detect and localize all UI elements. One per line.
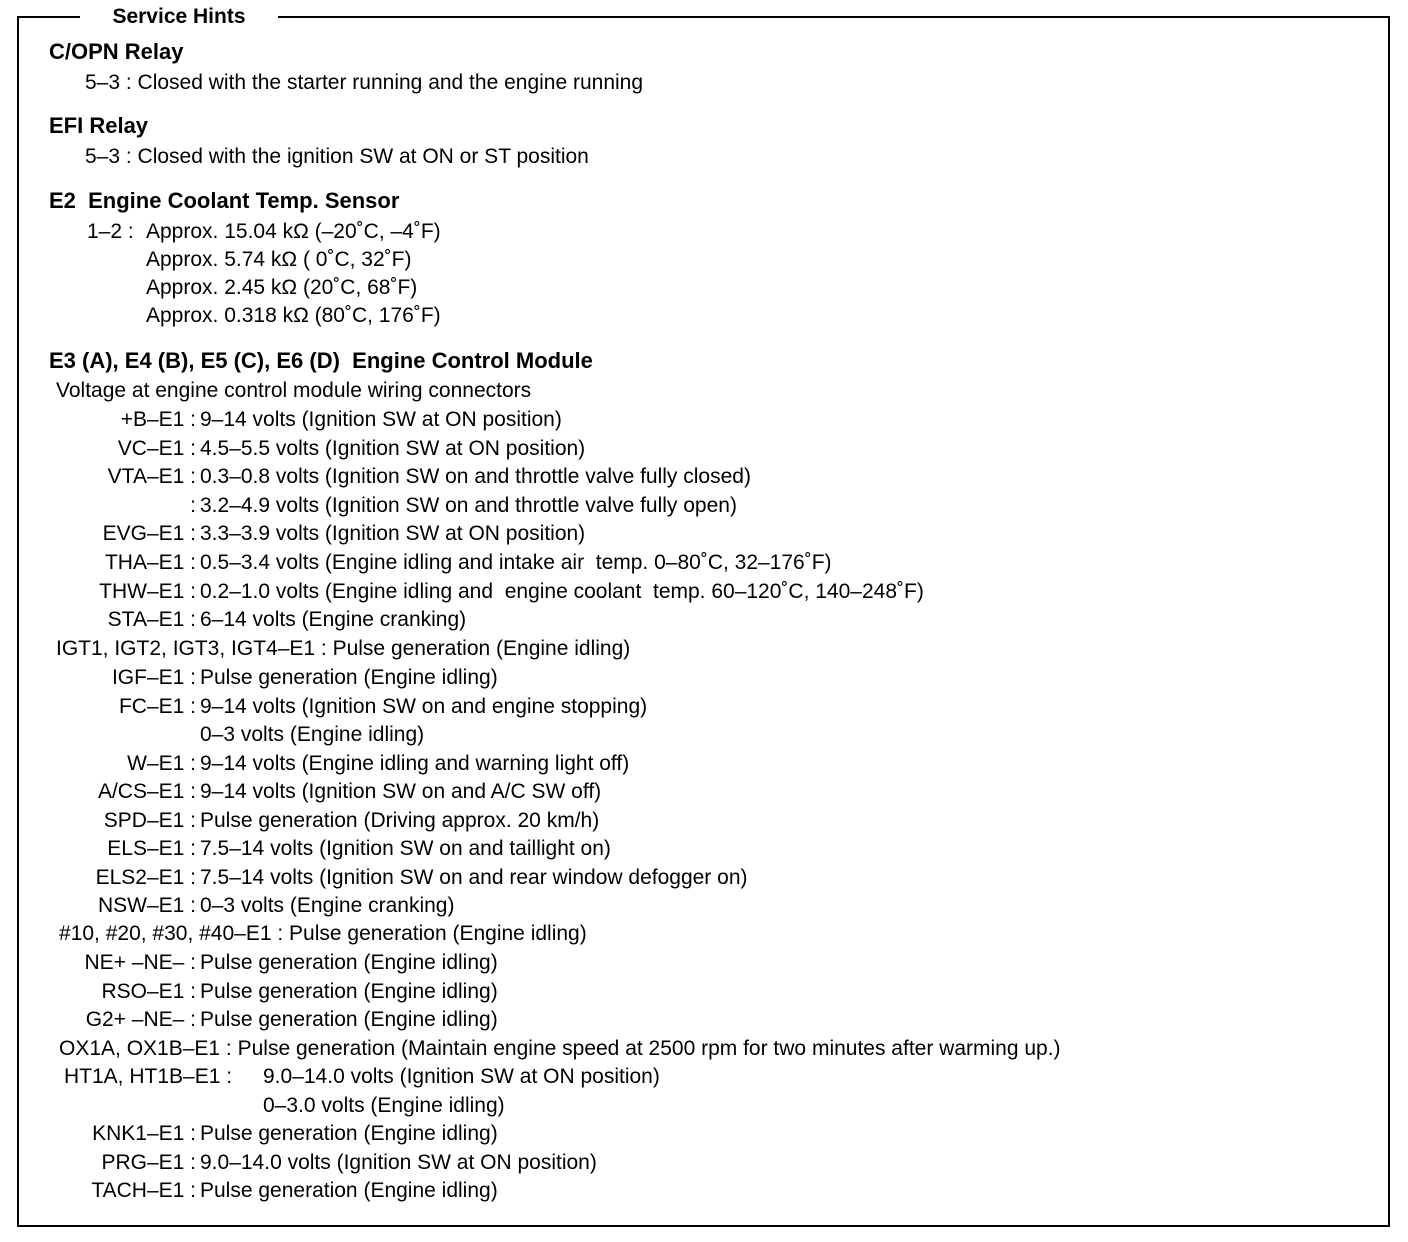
connector-terminal-value: 9–14 volts (Ignition SW on and A/C SW off) bbox=[200, 780, 602, 803]
connector-terminal-label: SPD–E1 : bbox=[103, 808, 196, 832]
connector-terminal-value: 7.5–14 volts (Ignition SW on and taillight on) bbox=[200, 837, 611, 860]
connector-terminal-label: G2+ –NE– : bbox=[85, 1008, 196, 1032]
e2-value: Approx. 5.74 kΩ ( 0˚C, 32˚F) bbox=[146, 248, 412, 271]
connector-terminal-label: EVG–E1 : bbox=[102, 522, 196, 546]
connector-terminal-label: STA–E1 : bbox=[107, 608, 196, 632]
connector-terminal-value: Pulse generation (Driving approx. 20 km/h) bbox=[200, 808, 600, 832]
connector-terminal-value: Pulse generation (Engine idling) bbox=[200, 951, 498, 974]
connector-terminal-value: 3.3–3.9 volts (Ignition SW at ON position) bbox=[200, 522, 586, 546]
e2-value: Approx. 0.318 kΩ (80˚C, 176˚F) bbox=[146, 304, 441, 327]
ht-value: 0–3.0 volts (Engine idling) bbox=[263, 1094, 505, 1117]
connector-terminal-label: NE+ –NE– : bbox=[84, 951, 196, 974]
connector-terminal-label: W–E1 : bbox=[127, 751, 196, 775]
e2-value: Approx. 15.04 kΩ (–20˚C, –4˚F) bbox=[146, 220, 441, 243]
ox-line: OX1A, OX1B–E1 : Pulse generation (Maintain engine speed at 2500 rpm for two minutes after warming up.) bbox=[59, 1037, 1061, 1060]
connector-terminal-value: 9.0–14.0 volts (Ignition SW at ON position) bbox=[200, 1150, 597, 1174]
connector-terminal-value: Pulse generation (Engine idling) bbox=[200, 1008, 498, 1032]
efi-relay-heading: EFI Relay bbox=[49, 113, 149, 138]
connector-terminal-label: TACH–E1 : bbox=[91, 1179, 196, 1203]
connector-terminal-label: IGF–E1 : bbox=[111, 666, 196, 689]
igt-line: IGT1, IGT2, IGT3, IGT4–E1 : Pulse generation (Engine idling) bbox=[56, 637, 631, 660]
connector-terminal-label: THW–E1 : bbox=[99, 579, 196, 603]
connector-terminal-label: VTA–E1 : bbox=[107, 465, 196, 489]
connector-terminal-label: ELS–E1 : bbox=[107, 837, 196, 860]
connector-terminal-value: Pulse generation (Engine idling) bbox=[200, 979, 498, 1003]
e2-heading: E2 Engine Coolant Temp. Sensor bbox=[49, 188, 400, 213]
connector-terminal-label: ELS2–E1 : bbox=[95, 865, 196, 889]
connector-terminal-label: : bbox=[190, 493, 196, 517]
connector-terminal-value: 3.2–4.9 volts (Ignition SW on and throttle valve fully open) bbox=[200, 493, 737, 517]
connector-terminal-value: Pulse generation (Engine idling) bbox=[200, 1122, 498, 1145]
efi-relay-line: 5–3 : Closed with the ignition SW at ON or ST position bbox=[85, 145, 589, 168]
e2-value: Approx. 2.45 kΩ (20˚C, 68˚F) bbox=[146, 276, 418, 299]
connector-terminal-label: NSW–E1 : bbox=[97, 894, 196, 917]
connector-terminal-label: PRG–E1 : bbox=[101, 1150, 196, 1174]
connector-terminal-value: Pulse generation (Engine idling) bbox=[200, 1179, 498, 1203]
connector-terminal-value: Pulse generation (Engine idling) bbox=[200, 666, 498, 689]
connector-terminal-label: THA–E1 : bbox=[104, 551, 196, 574]
connector-terminal-value: 0–3 volts (Engine cranking) bbox=[200, 894, 455, 917]
connector-terminal-label: A/CS–E1 : bbox=[97, 780, 196, 803]
e2-label: 1–2 : bbox=[87, 220, 134, 243]
connector-terminal-value: 9–14 volts (Ignition SW at ON position) bbox=[200, 408, 562, 431]
frame-title: Service Hints bbox=[80, 4, 278, 30]
connector-terminal-label: KNK1–E1 : bbox=[92, 1122, 196, 1145]
ht-label: HT1A, HT1B–E1 : bbox=[64, 1065, 233, 1088]
connector-terminal-label: VC–E1 : bbox=[117, 436, 196, 460]
connector-terminal-value: 0.2–1.0 volts (Engine idling and engine coolant temp. 60–120˚C, 140–248˚F) bbox=[200, 579, 924, 603]
connector-terminal-value: 9–14 volts (Ignition SW on and engine stopping) bbox=[200, 694, 648, 718]
injector-line: #10, #20, #30, #40–E1 : Pulse generation (Engine idling) bbox=[59, 922, 587, 945]
connector-terminal-value: 0–3 volts (Engine idling) bbox=[200, 723, 425, 746]
connector-terminal-value: 7.5–14 volts (Ignition SW on and rear window defogger on) bbox=[200, 865, 748, 889]
ecm-heading: E3 (A), E4 (B), E5 (C), E6 (D) Engine Control Module bbox=[49, 348, 593, 373]
connector-terminal-value: 0.3–0.8 volts (Ignition SW on and throttle valve fully closed) bbox=[200, 465, 751, 489]
copn-relay-heading: C/OPN Relay bbox=[49, 39, 184, 64]
connector-terminal-label: FC–E1 : bbox=[118, 694, 196, 718]
connector-terminal-label: +B–E1 : bbox=[120, 408, 196, 431]
connector-terminal-value: 6–14 volts (Engine cranking) bbox=[200, 608, 467, 632]
ecm-intro: Voltage at engine control module wiring connectors bbox=[56, 379, 532, 402]
connector-terminal-label: RSO–E1 : bbox=[101, 979, 196, 1003]
copn-relay-line: 5–3 : Closed with the starter running and the engine running bbox=[85, 71, 644, 94]
connector-terminal-value: 9–14 volts (Engine idling and warning light off) bbox=[200, 751, 630, 775]
connector-terminal-value: 0.5–3.4 volts (Engine idling and intake air temp. 0–80˚C, 32–176˚F) bbox=[200, 551, 832, 574]
connector-terminal-value: 4.5–5.5 volts (Ignition SW at ON position) bbox=[200, 436, 586, 460]
ht-value: 9.0–14.0 volts (Ignition SW at ON position) bbox=[263, 1065, 660, 1088]
